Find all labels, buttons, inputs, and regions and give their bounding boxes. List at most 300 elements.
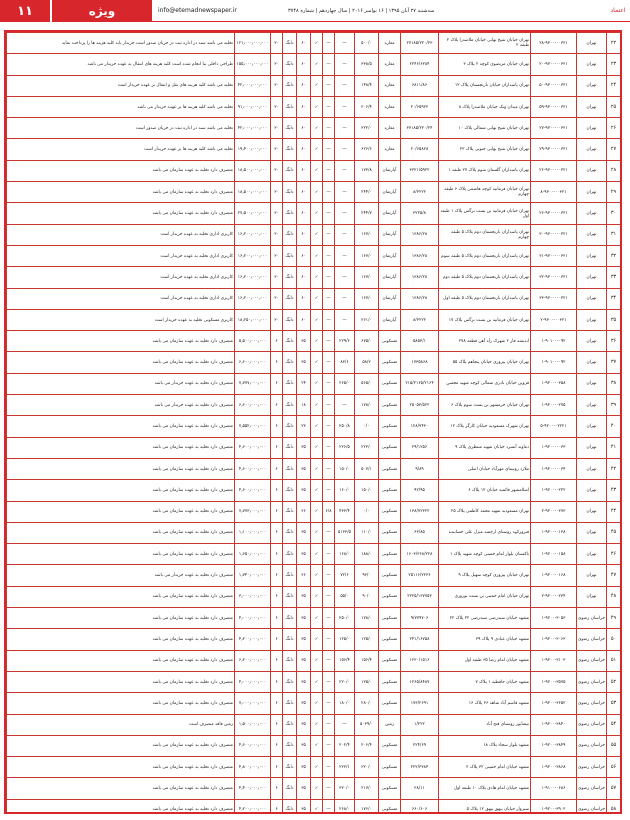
description-cell: تخلیه می باشد کلیه هزینه های نقل و انتقال بر عهده خریدار است [7,75,235,96]
land-area-cell: ۳۲۲/۰ [355,118,379,139]
table-row [7,75,621,96]
file-code-cell: ۱-۹۲۰۰-۳۵۷۵ [531,671,577,692]
row-number: ۵۰ [607,629,621,650]
extra-area-cell: — [323,586,335,607]
extra-area-cell: — [323,54,335,75]
count-cell: ۳۰ [271,288,283,309]
extra-area-cell: — [323,480,335,501]
price-cell: ۱۶٫۲۰۰٫۰۰۰٫۰۰۰ [235,245,271,266]
file-code-cell: ۱-۹۲۰۰-۰۲۷۵ [531,395,577,416]
share-cell: ۳۵ [297,608,311,629]
address-cell: تهران پاسداران نارنجستان دوم پلاک ۵ طبقه سوم [439,245,531,266]
table-row [7,203,621,224]
count-cell: ۶ [271,714,283,735]
unit-cell: دانگ [283,778,297,799]
land-area-cell: ۲۶۱/۰ [355,309,379,330]
address-cell: تهران خیابان خرمشهر بن بست سوم پلاک ۶ [439,395,531,416]
usage-cell: مغازه [379,33,401,54]
unit-cell: دانگ [283,373,297,394]
usage-cell: مسکونی [379,416,401,437]
row-number: ۳۸ [607,373,621,394]
unit-cell: دانگ [283,182,297,203]
count-cell: ۶ [271,735,283,756]
building-area-cell: — [335,395,355,416]
extra-area-cell: — [323,778,335,799]
count-cell: ۶ [271,757,283,778]
share-cell: ۶۰ [297,309,311,330]
usage-cell: مسکونی [379,395,401,416]
plak-number-cell: ۲۲۴۶/۶۲۸۴ [401,54,439,75]
land-area-cell: ۵۶۵/۰ [355,373,379,394]
check-cell: ✓ [311,714,323,735]
building-area-cell: ۲۲۶/۵ [335,437,355,458]
share-cell: ۳۵ [297,799,311,814]
unit-cell: دانگ [283,352,297,373]
address-cell: تهران خیابان فرمانیه بن بست نرگس پلاک ۱ طبقه اول [439,203,531,224]
check-cell: ✓ [311,139,323,160]
province-cell: تهران [577,544,607,565]
check-cell: ✓ [311,54,323,75]
address-cell: مشهد خیابان امام هادی پلاک ۱۰ طبقه اول [439,778,531,799]
table-body [7,33,621,815]
plak-number-cell: ۲۴۱/۱۶۷۵۸ [401,629,439,650]
row-number: ۵۶ [607,757,621,778]
table-row [7,586,621,607]
province-cell: خراسان رضوی [577,671,607,692]
building-area-cell: ۱۶۸/۰ [335,544,355,565]
share-cell: ۶۰ [297,203,311,224]
land-area-cell: ۰/۰ [355,501,379,522]
province-cell: تهران [577,54,607,75]
description-cell: متصرف دارد تخلیه به عهده سازمان می باشد [7,629,235,650]
count-cell: ۶ [271,501,283,522]
description-cell: زمین فاقد متصرف است [7,714,235,735]
count-cell: ۶ [271,565,283,586]
check-cell: ✓ [311,650,323,671]
usage-cell: مسکونی [379,565,401,586]
unit-cell: دانگ [283,522,297,543]
extra-area-cell: — [323,75,335,96]
usage-cell: آپارتمان [379,203,401,224]
plak-number-cell: ۲۲۲۵/۱۳۷۷۵۳ [401,586,439,607]
address-cell: مشهد بلوار سجاد پلاک ۱۸ [439,735,531,756]
plak-number-cell: ۶۸۱۱/۸۶ [401,75,439,96]
province-cell: خراسان رضوی [577,693,607,714]
file-code-cell: ۵-۹۲۰۰-۰۲۲۲۱ [531,416,577,437]
price-cell: ۴٫۶۰۰٫۰۰۰٫۰۰۰ [235,735,271,756]
plak-number-cell: ۱۷۳۵۸۶۸ [401,352,439,373]
count-cell: ۳۰ [271,54,283,75]
building-area-cell: — [335,182,355,203]
file-code-cell: ۱-۹۲۰۰-۳۸۶۸ [531,757,577,778]
file-code-cell: ۲۶-۹۳۰۰-۰۰۳۲۱ [531,160,577,181]
count-cell: ۶ [271,586,283,607]
description-cell: کاربری اداری تخلیه به عهده خریدار است [7,245,235,266]
count-cell: ۳۰ [271,96,283,117]
land-area-cell: ۲۸۰/۰ [355,693,379,714]
plak-number-cell: ۲۱۵/۲۱۶۵/۲۱۶۴ [401,373,439,394]
description-cell: کاربری اداری تخلیه به عهده خریدار است [7,224,235,245]
file-code-cell: ۱-۹۲۰۰-۰۲۲۲ [531,480,577,501]
row-number: ۲۹ [607,182,621,203]
check-cell: ✓ [311,778,323,799]
row-number: ۴۸ [607,586,621,607]
address-cell: تهران خیابان شیخ بهایی جنوبی پلاک ۲۲ [439,139,531,160]
province-cell: تهران [577,75,607,96]
plak-number-cell: ۱۳۸/۷۲۳۲۲ [401,501,439,522]
table-row [7,118,621,139]
usage-cell: آپارتمان [379,267,401,288]
extra-area-cell: — [323,331,335,352]
count-cell: ۶ [271,608,283,629]
extra-area-cell: — [323,224,335,245]
land-area-cell: ۱۳۵/۰ [355,671,379,692]
land-area-cell: ۰/۰ [355,416,379,437]
building-area-cell: ۲۵۰/۰ [335,608,355,629]
address-cell: تهران خیابان پیروزی کوچه سهیل پلاک ۹ [439,565,531,586]
count-cell: ۶ [271,395,283,416]
property-auction-table [6,32,621,814]
usage-cell: مسکونی [379,480,401,501]
unit-cell: دانگ [283,33,297,54]
description-cell: تخلیه می باشد سند در اداره ثبت در جریان صدور است خریدار باید کلیه هزینه ها را پرداخت نماید [7,33,235,54]
price-cell: ۴٫۲۰۰٫۰۰۰٫۰۰۰ [235,799,271,814]
price-cell: ۶٫۲۰۰٫۰۰۰٫۰۰۰ [235,650,271,671]
building-area-cell: — [335,33,355,54]
unit-cell: دانگ [283,799,297,814]
table-row [7,650,621,671]
description-cell: متصرف دارد تخلیه به عهده سازمان می باشد [7,416,235,437]
check-cell: ✓ [311,629,323,650]
description-cell: متصرف دارد تخلیه به عهده سازمان می باشد [7,778,235,799]
plak-number-cell: ۱۲۶۵/۸۴۸۷ [401,671,439,692]
land-area-cell: ۱۷۶/۰ [355,799,379,814]
plak-number-cell: ۲۵۰۵۳/۵۲۲ [401,395,439,416]
province-cell: خراسان رضوی [577,799,607,814]
land-area-cell: ۵۸/۳ [355,352,379,373]
row-number: ۴۱ [607,437,621,458]
row-number: ۴۷ [607,565,621,586]
price-cell: ۷٫۷۷۷٫۰۰۰٫۰۰۰ [235,373,271,394]
plak-number-cell: ۲۲۴/۶۹ [401,735,439,756]
building-area-cell: — [335,96,355,117]
file-code-cell: ۱-۹۰۱۰۰-۰۹۲ [531,331,577,352]
table-row [7,54,621,75]
share-cell: ۳۵ [297,757,311,778]
count-cell: ۳۰ [271,33,283,54]
share-cell: ۶۰ [297,54,311,75]
extra-area-cell: — [323,693,335,714]
check-cell: ✓ [311,480,323,501]
address-cell: قزوین خیابان نادری شمالی کوچه شهید محسن [439,373,531,394]
address-cell: تهران پاسداران نارنجستان دوم پلاک ۵ طبقه اول [439,288,531,309]
plak-number-cell: ۳۳۲۱/۵۹۲۲ [401,160,439,181]
province-cell: خراسان رضوی [577,650,607,671]
count-cell: ۳۰ [271,75,283,96]
file-code-cell: ۱-۹۲۰۰-۳۸۴۹ [531,735,577,756]
check-cell: ✓ [311,586,323,607]
file-code-cell: ۲۸-۹۳۰۰-۰۰۳۲۱ [531,33,577,54]
extra-area-cell: — [323,671,335,692]
description-cell: کاربری اداری تخلیه به عهده خریدار است [7,267,235,288]
land-area-cell: ۱۶۷/۰ [355,288,379,309]
price-cell: ۱٫۷۴۰٫۰۰۰٫۰۰۰ [235,565,271,586]
auction-table-frame [4,30,622,814]
check-cell: ✓ [311,565,323,586]
count-cell: ۶ [271,650,283,671]
row-number: ۲۳ [607,54,621,75]
share-cell: ۳۵ [297,522,311,543]
usage-cell: مسکونی [379,352,401,373]
file-code-cell: ۲۷-۹۳۰۰-۰۰۳۲۱ [531,118,577,139]
building-area-cell: — [335,54,355,75]
extra-area-cell: — [323,267,335,288]
table-row [7,160,621,181]
plak-number-cell: ۶۳/۸۵ [401,522,439,543]
description-cell: متصرف دارد تخلیه به عهده سازمان می باشد [7,544,235,565]
unit-cell: دانگ [283,331,297,352]
unit-cell: دانگ [283,54,297,75]
usage-cell: آپارتمان [379,182,401,203]
price-cell: ۱۲۱٫۰۰۰٫۰۰۰٫۰۰۰ [235,33,271,54]
row-number: ۵۴ [607,714,621,735]
row-number: ۲۲ [607,33,621,54]
land-area-cell: ۱۶۷/۰ [355,245,379,266]
file-code-cell: ۲-۹۳۰۰-۰۰۳۲۱ [531,309,577,330]
plak-number-cell: ۱۳۸۶/۲۸ [401,267,439,288]
file-code-cell: ۱-۹۲۰۰-۰۱۵۸ [531,544,577,565]
plak-number-cell: ۳۲۲۵/۸ [401,203,439,224]
price-cell: ۶٫۶۰۰٫۰۰۰٫۰۰۰ [235,352,271,373]
province-cell: تهران [577,586,607,607]
table-row [7,437,621,458]
unit-cell: دانگ [283,118,297,139]
building-area-cell: — [335,309,355,330]
share-cell: ۳۵ [297,735,311,756]
count-cell: ۶ [271,352,283,373]
address-cell: مشهد قاسم آباد شاهد ۳۶ پلاک ۱۶ [439,693,531,714]
description-cell: متصرف دارد تخلیه به عهده خریدار می باشد [7,565,235,586]
description-cell: متصرف دارد تخلیه به عهده سازمان می باشد [7,735,235,756]
building-area-cell: ۳۲۰/۰ [335,778,355,799]
check-cell: ✓ [311,245,323,266]
check-cell: ✓ [311,352,323,373]
price-cell: ۷٫۷۷۳٫۰۰۰٫۰۰۰ [235,501,271,522]
file-code-cell: ۵۹-۹۳۰۰-۰۰۳۲۱ [531,96,577,117]
check-cell: ✓ [311,735,323,756]
address-cell: مشهد خیابان سیدرضی سیدرضی ۲۲ پلاک ۲۲ [439,608,531,629]
extra-area-cell: — [323,437,335,458]
check-cell: ✓ [311,267,323,288]
share-cell: ۶۰ [297,75,311,96]
table-row [7,629,621,650]
address-cell: مشهد خیابان حافظیه ۱ پلاک ۷ [439,671,531,692]
check-cell: ✓ [311,75,323,96]
email-address[interactable]: info@etemadnewspaper.ir [152,0,288,22]
row-number: ۳۱ [607,224,621,245]
table-row [7,416,621,437]
extra-area-cell: — [323,416,335,437]
row-number: ۵۷ [607,778,621,799]
price-cell: ۷٫۵۵۲٫۰۰۰٫۰۰۰ [235,416,271,437]
province-cell: تهران [577,288,607,309]
usage-cell: مغازه [379,139,401,160]
table-row [7,757,621,778]
description-cell: متصرف دارد تخلیه به عهده سازمان می باشد [7,480,235,501]
check-cell: ✓ [311,693,323,714]
unit-cell: دانگ [283,544,297,565]
address-cell: تهران خیابان مرتضوی کوچه ۲ پلاک ۳ [439,54,531,75]
page-number: ۱۱ [0,0,50,22]
usage-cell: زمین [379,714,401,735]
section-title: ویژه [50,0,152,22]
description-cell: متصرف دارد تخلیه به عهده سازمان می باشد [7,650,235,671]
share-cell: ۲۶ [297,501,311,522]
usage-cell: مسکونی [379,522,401,543]
usage-cell: مسکونی [379,544,401,565]
unit-cell: دانگ [283,671,297,692]
land-area-cell: ۱۶۷/۰ [355,267,379,288]
unit-cell: دانگ [283,288,297,309]
row-number: ۵۳ [607,693,621,714]
province-cell: خراسان رضوی [577,757,607,778]
count-cell: ۶ [271,629,283,650]
building-area-cell: — [335,160,355,181]
address-cell: تاکستان بلوار امام خمینی کوچه شهید پلاک ۱ [439,544,531,565]
share-cell: ۳۵ [297,693,311,714]
extra-area-cell: — [323,608,335,629]
file-code-cell: ۲-۹۲۰۰-۰۲۳۴ [531,586,577,607]
building-area-cell: ۱۸۰/۰ [335,693,355,714]
province-cell: تهران [577,395,607,416]
check-cell: ✓ [311,501,323,522]
plak-number-cell: ۲۰/۶۵۹۲۲ [401,96,439,117]
description-cell: تخلیه می باشد کلیه هزینه ها بر عهده خریدار است [7,139,235,160]
plak-number-cell: ۹۲/۹۵ [401,480,439,501]
province-cell: خراسان رضوی [577,735,607,756]
plak-number-cell: ۹/۷۷۹۷۰۶ [401,608,439,629]
check-cell: ✓ [311,203,323,224]
count-cell: ۶ [271,480,283,501]
count-cell: ۶ [271,778,283,799]
province-cell: تهران [577,522,607,543]
building-area-cell: — [335,75,355,96]
share-cell: ۳۵ [297,544,311,565]
extra-area-cell: — [323,33,335,54]
check-cell: ✓ [311,33,323,54]
row-number: ۵۲ [607,671,621,692]
count-cell: ۶ [271,693,283,714]
land-area-cell: ۵۰۰/۰ [355,33,379,54]
land-area-cell: ۱۷۸/۰ [355,608,379,629]
price-cell: ۶٫۶۰۰٫۰۰۰٫۰۰۰ [235,395,271,416]
file-code-cell: ۱-۹۲۰۰-۳۸۴۰ [531,714,577,735]
check-cell: ✓ [311,373,323,394]
usage-cell: مغازه [379,96,401,117]
price-cell: ۴۲٫۰۰۰٫۰۰۰٫۰۰۰ [235,118,271,139]
row-number: ۳۳ [607,267,621,288]
share-cell: ۶۰ [297,245,311,266]
file-code-cell: ۱-۹۲۰۰-۰۳۵۸ [531,373,577,394]
table-row [7,458,621,479]
check-cell: ✓ [311,224,323,245]
plak-number-cell: ۱۷۳/۲۶۹۱ [401,693,439,714]
address-cell: تهران خیابان فرمانیه کوچه هاشمی پلاک ۶ طبقه چهارم [439,182,531,203]
extra-area-cell: — [323,650,335,671]
unit-cell: دانگ [283,139,297,160]
table-row [7,565,621,586]
description-cell: متصرف دارد تخلیه به عهده سازمان می باشد [7,799,235,814]
plak-number-cell: ۳۷۱۸۵/۲۲۰/۲۴ [401,118,439,139]
plak-number-cell: ۸/۳۲۲۲ [401,309,439,330]
description-cell: متصرف دارد تخلیه به عهده سازمان می باشد [7,586,235,607]
table-row [7,96,621,117]
usage-cell: آپارتمان [379,160,401,181]
extra-area-cell: — [323,203,335,224]
extra-area-cell: — [323,458,335,479]
unit-cell: دانگ [283,693,297,714]
row-number: ۳۴ [607,288,621,309]
province-cell: تهران [577,267,607,288]
usage-cell: مسکونی [379,650,401,671]
usage-cell: مسکونی [379,586,401,607]
usage-cell: مغازه [379,54,401,75]
extra-area-cell: — [323,373,335,394]
file-code-cell: ۱-۹۲۰۰-۳۹۰۲ [531,799,577,814]
usage-cell: مسکونی [379,501,401,522]
plak-number-cell: ۹/۸۹ [401,458,439,479]
land-area-cell: ۱۱۰/۰ [355,522,379,543]
price-cell: ۴٫۰۰۰٫۰۰۰٫۰۰۰ [235,608,271,629]
address-cell: تهران خیابان شیخ بهایی شمالی پلاک ۱۰ [439,118,531,139]
usage-cell: آپارتمان [379,288,401,309]
extra-area-cell: — [323,757,335,778]
newspaper-logo: اعتماد [606,0,630,22]
file-code-cell: ۲۶-۹۳۰۰-۰۰۳۲۱ [531,203,577,224]
check-cell: ✓ [311,757,323,778]
unit-cell: دانگ [283,395,297,416]
share-cell: ۱۸ [297,395,311,416]
plak-number-cell: ۸/۳۲۲۲ [401,182,439,203]
file-code-cell: ۳۱-۹۳۰۰-۰۰۳۲۱ [531,245,577,266]
extra-area-cell: — [323,182,335,203]
row-number: ۵۵ [607,735,621,756]
row-number: ۲۶ [607,118,621,139]
building-area-cell: ۲۲۰/۰ [335,671,355,692]
price-cell: ۱۹٫۴۰۰٫۰۰۰٫۰۰۰ [235,139,271,160]
check-cell: ✓ [311,799,323,814]
description-cell: متصرف دارد تخلیه به عهده سازمان می باشد [7,160,235,181]
plak-number-cell: ۱۳۸۶/۲۸ [401,288,439,309]
count-cell: ۶ [271,458,283,479]
table-row [7,608,621,629]
extra-area-cell: — [323,395,335,416]
description-cell: متصرف دارد تخلیه به عهده سازمان می باشد [7,331,235,352]
file-code-cell: ۱-۹۲۰۰-۳۰۵۳ [531,608,577,629]
file-code-cell: ۸-۹۳۰۰-۰۰۳۲۱ [531,182,577,203]
share-cell: ۶۰ [297,288,311,309]
description-cell: متصرف دارد تخلیه به عهده سازمان می باشد [7,757,235,778]
building-area-cell: ۴۳۳/۴ [335,501,355,522]
province-cell: خراسان رضوی [577,714,607,735]
description-cell: متصرف دارد تخلیه به عهده سازمان می باشد [7,182,235,203]
description-cell: کاربری مسکونی تخلیه به عهده خریدار است [7,309,235,330]
row-number: ۲۸ [607,160,621,181]
price-cell: ۱۸٫۲۵۰٫۰۰۰٫۰۰۰ [235,309,271,330]
share-cell: ۶۰ [297,182,311,203]
count-cell: ۳۰ [271,245,283,266]
building-area-cell: ۲۲۹/۶ [335,331,355,352]
